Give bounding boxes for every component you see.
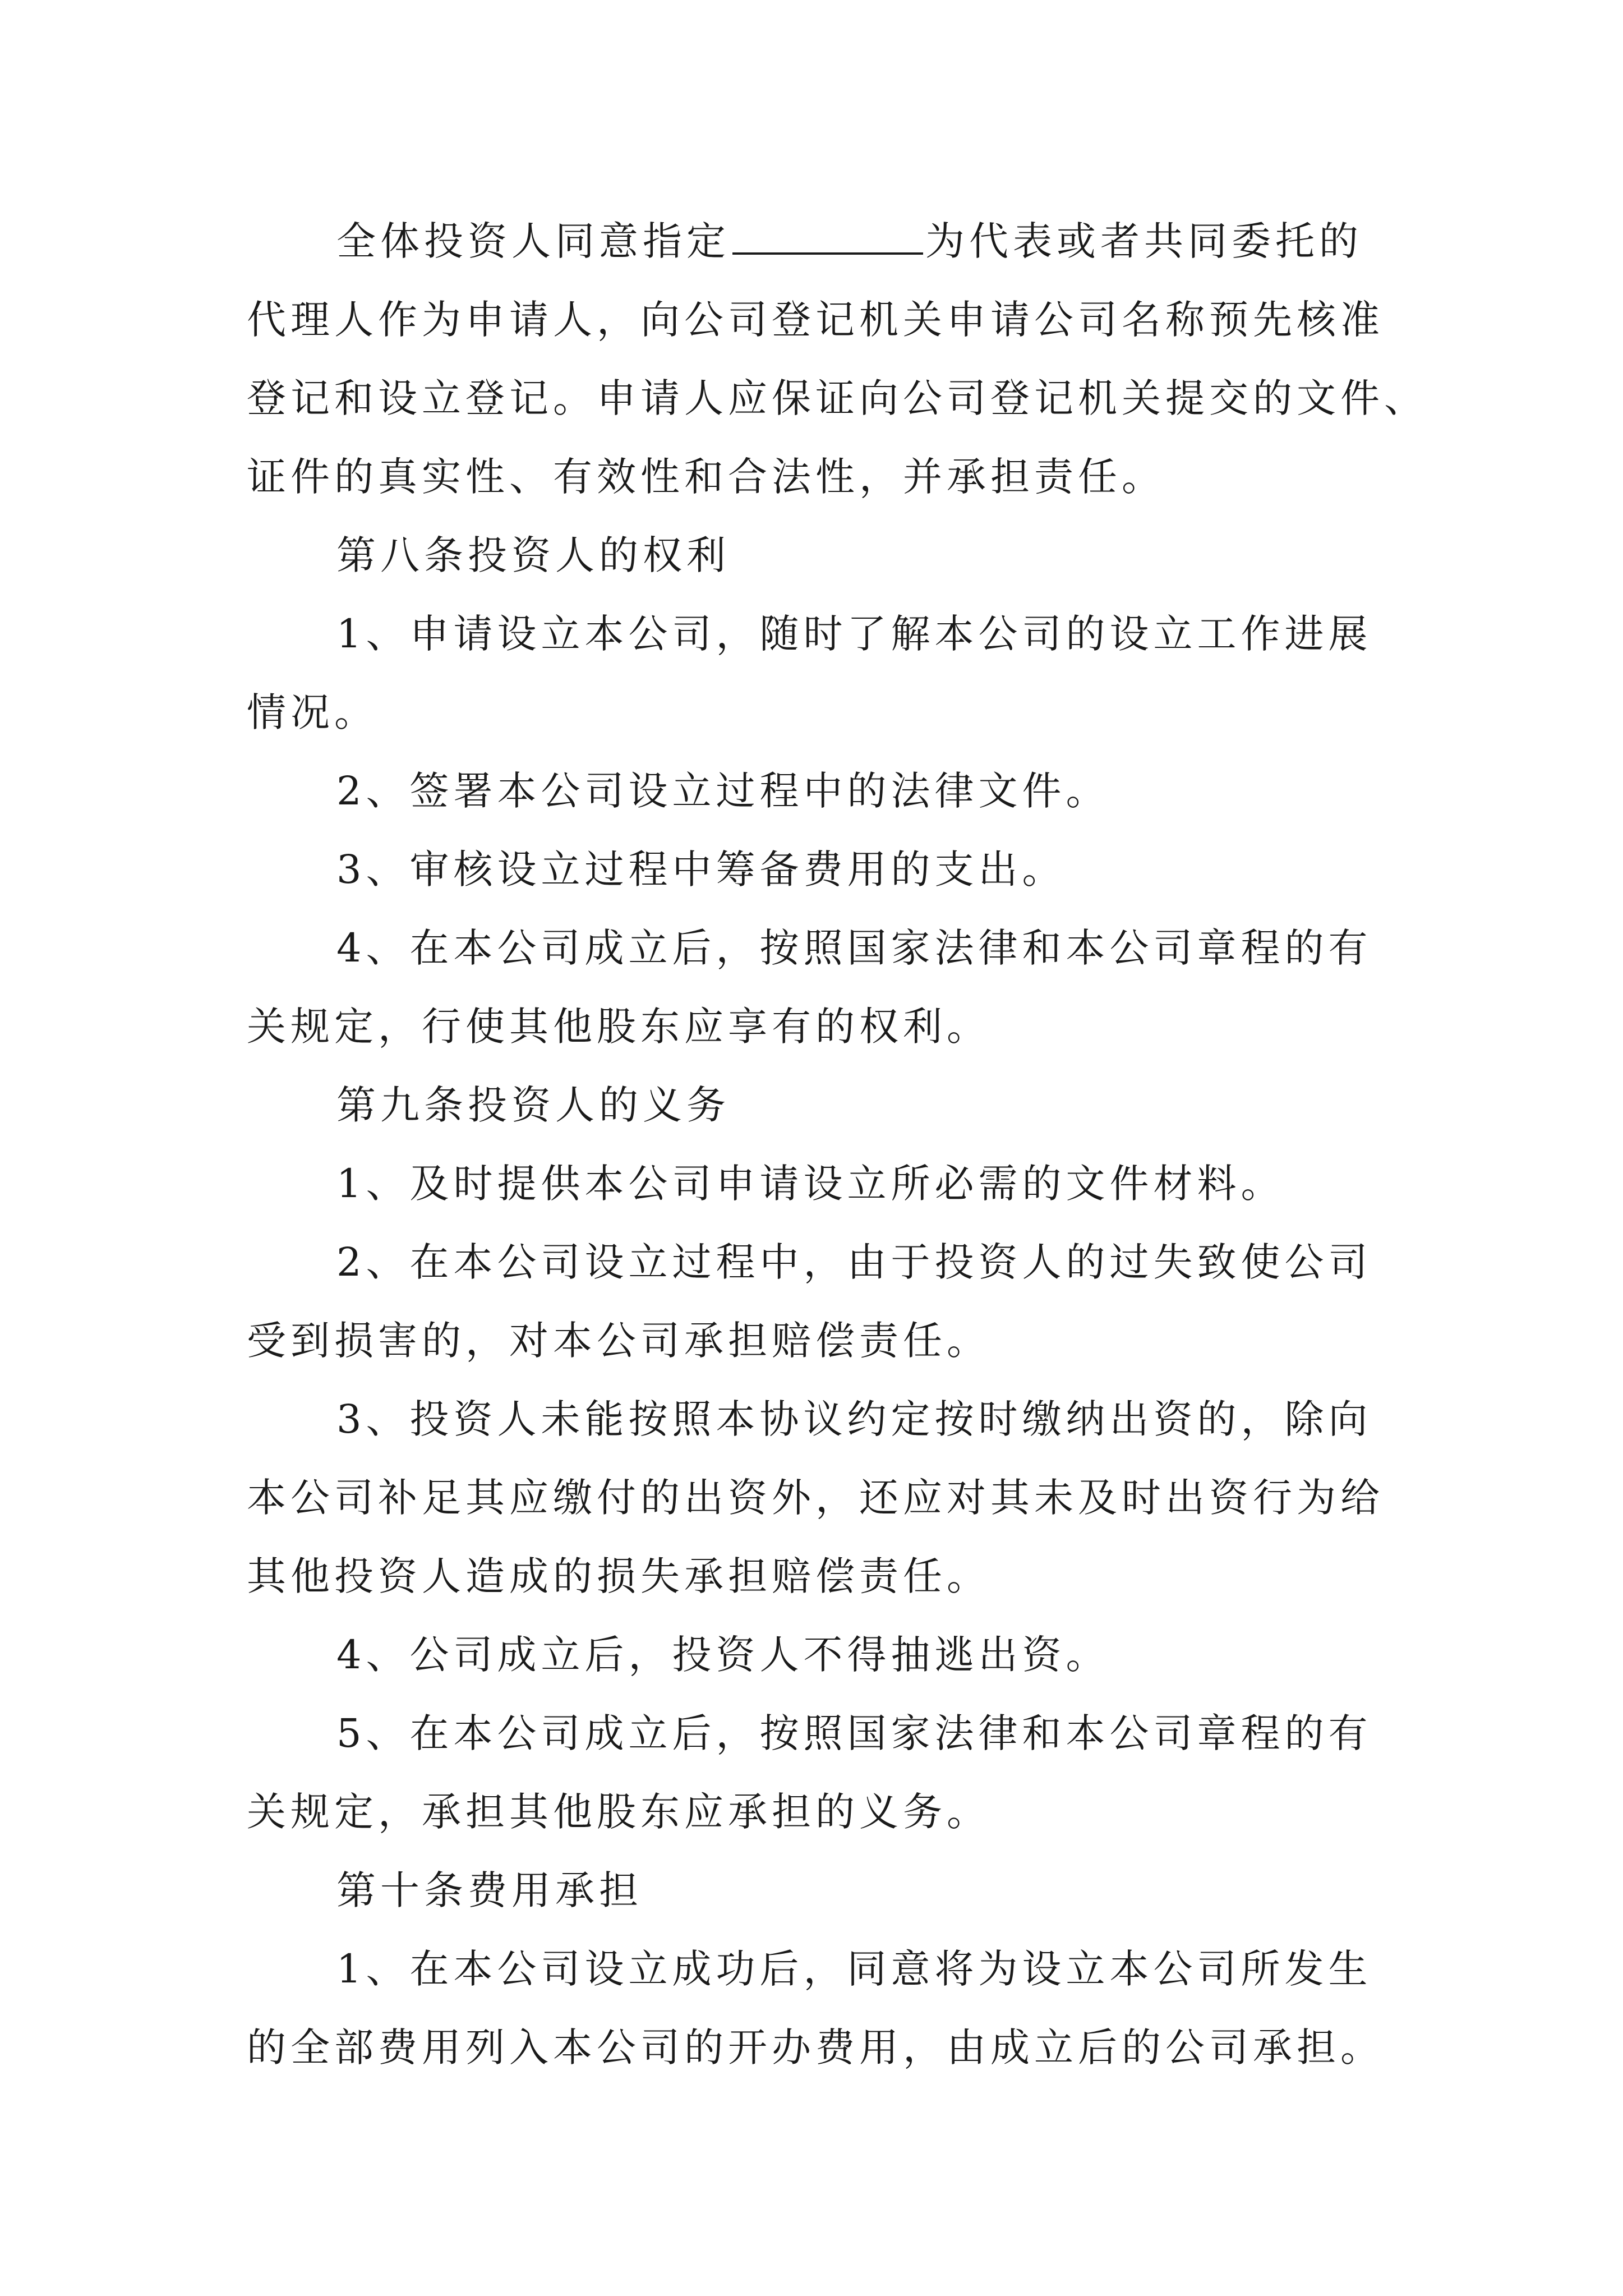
- paragraph-line: 1、申请设立本公司，随时了解本公司的设立工作进展: [336, 611, 1372, 657]
- paragraph-line: 1、及时提供本公司申请设立所必需的文件材料。: [336, 1161, 1285, 1207]
- paragraph-line: 受到损害的，对本公司承担赔偿责任。: [247, 1318, 990, 1364]
- blank-underline: [732, 218, 923, 255]
- paragraph-line: 的全部费用列入本公司的开办费用，由成立后的公司承担。: [247, 2024, 1384, 2070]
- paragraph-line: 关规定，行使其他股东应享有的权利。: [247, 1004, 990, 1050]
- section-heading: 第十条费用承担: [336, 1867, 643, 1913]
- paragraph-line: 2、签署本公司设立过程中的法律文件。: [336, 768, 1110, 814]
- paragraph-line: 关规定，承担其他股东应承担的义务。: [247, 1789, 990, 1835]
- section-heading: 第八条投资人的权利: [336, 532, 730, 578]
- paragraph-line: 情况。: [247, 689, 378, 735]
- paragraph-line: 其他投资人造成的损失承担赔偿责任。: [247, 1553, 990, 1599]
- paragraph-line: 证件的真实性、有效性和合法性，并承担责任。: [247, 454, 1165, 500]
- section-heading: 第九条投资人的义务: [336, 1082, 730, 1128]
- line-text: 为代表或者共同委托的: [925, 218, 1363, 264]
- paragraph-line: 3、投资人未能按照本协议约定按时缴纳出资的，除向: [336, 1396, 1372, 1442]
- paragraph-line: 4、公司成立后，投资人不得抽逃出资。: [336, 1632, 1110, 1678]
- paragraph-line: 2、在本公司设立过程中，由于投资人的过失致使公司: [336, 1239, 1372, 1285]
- paragraph-line: 代理人作为申请人，向公司登记机关申请公司名称预先核准: [247, 297, 1384, 343]
- paragraph-line: 5、在本公司成立后，按照国家法律和本公司章程的有: [336, 1710, 1372, 1756]
- paragraph-line: 1、在本公司设立成功后，同意将为设立本公司所发生: [336, 1946, 1372, 1992]
- paragraph-line: 3、审核设立过程中筹备费用的支出。: [336, 846, 1066, 892]
- paragraph-line: 4、在本公司成立后，按照国家法律和本公司章程的有: [336, 925, 1372, 971]
- line-text: 全体投资人同意指定: [336, 218, 730, 264]
- paragraph-line: 登记和设立登记。申请人应保证向公司登记机关提交的文件、: [247, 375, 1428, 421]
- paragraph-line: 本公司补足其应缴付的出资外，还应对其未及时出资行为给: [247, 1475, 1384, 1521]
- paragraph-line: [336, 213, 1363, 269]
